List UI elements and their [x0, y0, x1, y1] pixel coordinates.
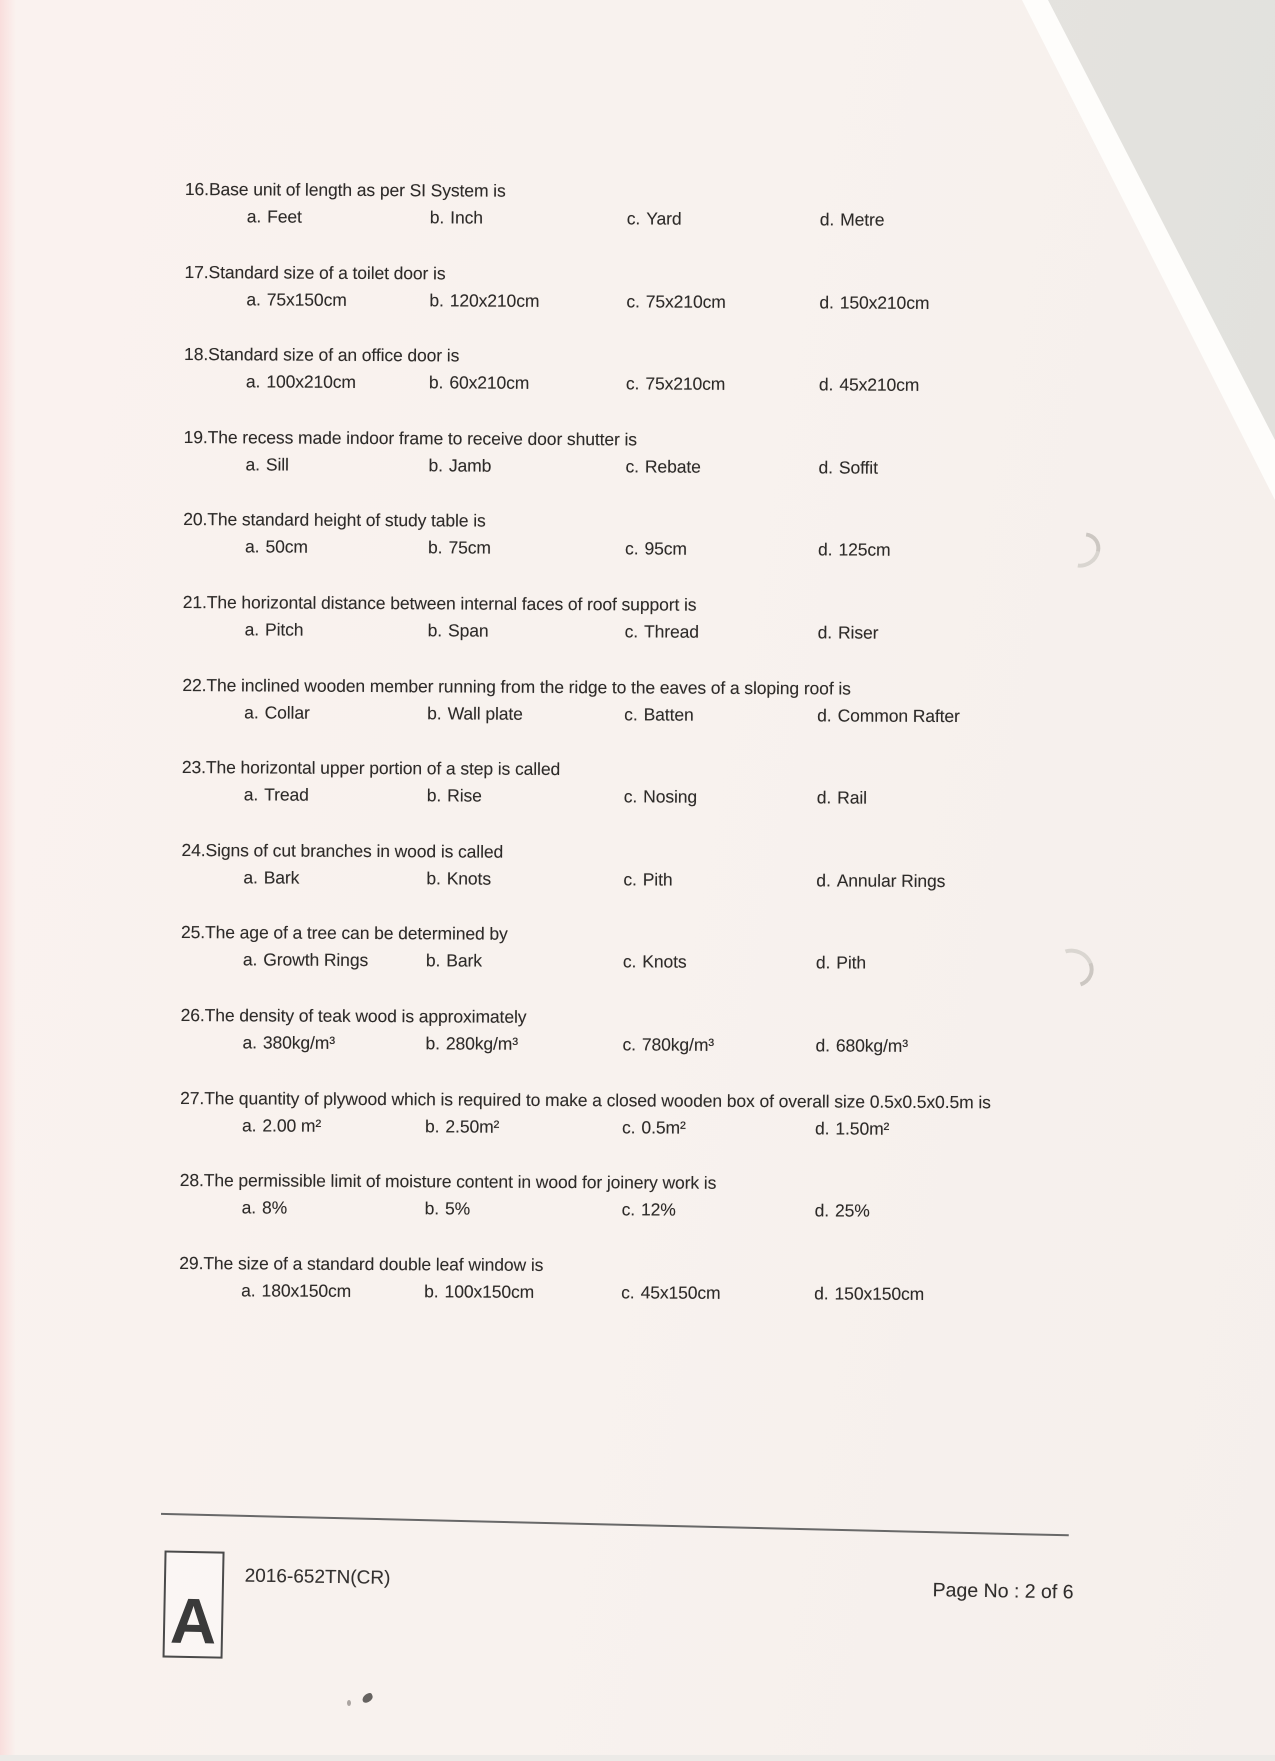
question-number: 22.: [182, 674, 207, 695]
option-a: [245, 454, 288, 475]
option-text: 25%: [834, 1200, 870, 1221]
option-label: c.: [625, 456, 639, 477]
option-d: [818, 622, 879, 643]
option-label: b.: [425, 950, 441, 971]
option-label: b.: [424, 1198, 440, 1219]
set-letter: A: [169, 1584, 218, 1658]
question-block: [182, 674, 1102, 731]
option-text: Inch: [450, 207, 483, 228]
question-text: Base unit of length as per SI System is: [208, 179, 506, 201]
option-d: [819, 375, 919, 397]
option-label: b.: [425, 1033, 440, 1054]
option-label: b.: [426, 868, 441, 889]
option-row: [182, 702, 1102, 731]
page-number: Page No : 2 of 6: [932, 1579, 1074, 1604]
option-d: [816, 870, 945, 892]
option-c: [623, 952, 687, 973]
option-text: 5%: [444, 1198, 471, 1219]
question-number: 19.: [183, 426, 208, 447]
question-number: 29.: [179, 1252, 204, 1273]
option-text: 150x150cm: [834, 1283, 925, 1304]
option-text: Feet: [267, 206, 302, 227]
option-label: c.: [625, 538, 639, 559]
option-b: [428, 538, 491, 559]
option-c: [626, 374, 725, 396]
option-text: Knots: [446, 868, 492, 889]
option-row: [184, 289, 1104, 318]
question-block: [184, 343, 1104, 400]
option-text: 680kg/m³: [835, 1035, 909, 1056]
option-label: c.: [621, 1116, 636, 1137]
option-label: a.: [241, 1197, 257, 1218]
option-row: [183, 454, 1103, 483]
option-a: [246, 372, 356, 394]
option-label: b.: [424, 1281, 439, 1302]
question-line: [183, 508, 1103, 535]
option-text: Growth Rings: [263, 949, 369, 971]
option-b: [429, 372, 529, 394]
option-c: [625, 621, 699, 642]
option-d: [814, 1283, 924, 1305]
question-number: 23.: [181, 757, 207, 778]
question-number: 21.: [182, 592, 207, 613]
option-label: d.: [815, 1035, 830, 1056]
option-text: Sill: [265, 454, 289, 475]
question-number: 16.: [184, 179, 210, 200]
option-d: [817, 705, 960, 727]
footer-divider: [161, 1513, 1069, 1536]
option-text: 60x210cm: [449, 372, 530, 394]
question-block: [180, 1087, 1100, 1144]
option-label: c.: [623, 786, 638, 807]
option-text: 50cm: [265, 536, 308, 558]
option-a: [243, 950, 368, 972]
option-label: b.: [429, 207, 445, 228]
option-text: Nosing: [643, 786, 698, 807]
option-row: [184, 371, 1104, 400]
option-label: d.: [817, 622, 833, 643]
option-b: [425, 1198, 471, 1219]
option-text: Bark: [263, 867, 300, 888]
option-text: 100x210cm: [266, 371, 356, 393]
question-text: Standard size of an office door is: [208, 344, 460, 366]
option-text: Jamb: [448, 455, 492, 476]
option-label: b.: [428, 537, 443, 558]
option-text: Batten: [643, 704, 694, 725]
option-label: d.: [818, 539, 833, 560]
option-text: 45x210cm: [839, 374, 920, 396]
question-line: [179, 1252, 1099, 1279]
ink-speck: [347, 1700, 351, 1706]
option-row: [185, 206, 1105, 235]
question-text: The size of a standard double leaf window is: [203, 1252, 544, 1275]
option-a: [242, 1032, 335, 1053]
option-b: [427, 785, 482, 806]
option-row: [180, 1032, 1100, 1061]
question-block: [179, 1252, 1099, 1309]
question-text: The permissible limit of moisture content in wood for joinery work is: [203, 1170, 717, 1194]
option-text: 75x150cm: [266, 289, 347, 310]
option-text: 8%: [261, 1197, 288, 1218]
option-label: c.: [622, 951, 637, 972]
option-label: c.: [621, 1282, 635, 1303]
option-row: [182, 784, 1102, 813]
option-d: [818, 540, 891, 561]
option-text: Tread: [264, 784, 309, 805]
option-text: 75cm: [448, 537, 491, 559]
question-text: Standard size of a toilet door is: [208, 261, 446, 283]
paper-code: 2016-652TN(CR): [244, 1565, 391, 1589]
question-line: [184, 426, 1104, 453]
question-text: The age of a tree can be determined by: [205, 922, 508, 945]
question-line: [184, 343, 1104, 370]
option-a: [244, 785, 309, 806]
option-text: Common Rafter: [837, 705, 960, 726]
option-label: a.: [242, 1114, 257, 1136]
option-text: 150x210cm: [839, 292, 930, 313]
question-number: 18.: [184, 344, 209, 365]
option-text: 0.5m²: [641, 1117, 686, 1138]
question-text: The density of teak wood is approximately: [204, 1005, 527, 1027]
option-a: [247, 206, 302, 227]
option-text: 780kg/m³: [641, 1034, 715, 1055]
option-text: 180x150cm: [261, 1280, 352, 1301]
option-c: [627, 208, 682, 229]
option-label: d.: [816, 787, 832, 808]
option-label: b.: [428, 455, 443, 476]
option-text: Soffit: [838, 457, 878, 478]
option-label: b.: [429, 289, 444, 310]
option-d: [817, 788, 867, 809]
option-c: [622, 1200, 676, 1221]
option-text: 45x150cm: [640, 1282, 721, 1303]
option-text: Pith: [836, 952, 867, 973]
option-text: Annular Rings: [836, 870, 946, 891]
question-line: [180, 1087, 1100, 1114]
option-text: 1.50m²: [835, 1118, 890, 1139]
question-text: Signs of cut branches in wood is called: [205, 839, 504, 862]
question-block: [181, 921, 1101, 978]
option-text: Bark: [446, 950, 482, 971]
question-line: [181, 1004, 1101, 1031]
option-text: 100x150cm: [444, 1281, 535, 1302]
option-b: [426, 868, 491, 889]
option-d: [815, 1201, 870, 1222]
option-label: b.: [428, 372, 444, 393]
option-d: [820, 209, 885, 230]
option-label: d.: [818, 374, 834, 395]
option-text: 380kg/m³: [262, 1032, 336, 1053]
option-label: a.: [244, 619, 260, 640]
option-c: [625, 456, 700, 477]
question-number: 17.: [184, 261, 209, 282]
option-b: [426, 951, 482, 972]
option-label: c.: [621, 1199, 636, 1220]
option-a: [243, 867, 299, 888]
option-b: [428, 620, 489, 641]
question-line: [182, 756, 1102, 783]
option-b: [427, 703, 523, 725]
option-a: [242, 1198, 288, 1219]
question-block: [181, 839, 1101, 896]
option-label: b.: [427, 702, 442, 723]
question-number: 20.: [183, 509, 208, 530]
option-text: Metre: [840, 209, 885, 230]
question-number: 28.: [179, 1170, 204, 1191]
option-row: [181, 867, 1101, 896]
option-label: b.: [424, 1115, 440, 1136]
option-c: [624, 704, 694, 725]
option-label: d.: [814, 1200, 830, 1221]
option-text: Knots: [642, 951, 687, 973]
option-b: [425, 1033, 518, 1054]
option-row: [183, 536, 1103, 565]
option-b: [424, 1281, 534, 1303]
option-row: [181, 949, 1101, 978]
option-row: [180, 1115, 1100, 1144]
question-block: [180, 1004, 1100, 1061]
question-number: 26.: [180, 1005, 205, 1026]
option-c: [622, 1034, 714, 1055]
option-label: a.: [244, 701, 259, 723]
option-c: [624, 787, 697, 808]
option-text: Riser: [837, 622, 879, 643]
option-label: c.: [625, 373, 640, 394]
option-label: c.: [624, 621, 639, 642]
option-row: [180, 1197, 1100, 1226]
question-number: 24.: [181, 839, 206, 860]
option-text: 120x210cm: [449, 290, 540, 311]
option-c: [621, 1282, 720, 1304]
question-text: The horizontal upper portion of a step is called: [205, 757, 561, 780]
option-label: a.: [243, 784, 259, 805]
option-text: Pitch: [265, 619, 304, 640]
set-letter-box: [163, 1551, 225, 1659]
option-row: [183, 619, 1103, 648]
question-text: The standard height of study table is: [207, 509, 486, 531]
option-text: 2.00 m²: [262, 1115, 322, 1136]
option-label: b.: [426, 785, 442, 806]
option-d: [816, 953, 866, 974]
question-line: [185, 178, 1105, 205]
option-a: [245, 537, 308, 558]
option-text: 12%: [640, 1199, 676, 1220]
question-block: [183, 591, 1103, 648]
question-line: [181, 839, 1101, 866]
option-label: d.: [814, 1283, 829, 1304]
option-label: a.: [241, 1280, 256, 1301]
question-block: [184, 261, 1104, 318]
option-a: [244, 702, 310, 723]
question-text: The quantity of plywood which is required to make a closed wooden box of overall size 0.5x0.5x0.5m is: [204, 1087, 991, 1112]
option-b: [425, 1116, 499, 1137]
option-text: 125cm: [838, 539, 891, 561]
option-b: [429, 290, 539, 312]
option-a: [246, 289, 346, 311]
option-text: Span: [447, 620, 489, 641]
question-number: 25.: [181, 922, 206, 943]
option-d: [815, 1118, 889, 1139]
option-text: 75x210cm: [645, 373, 726, 395]
question-line: [181, 921, 1101, 948]
option-text: Collar: [264, 702, 310, 723]
option-text: 95cm: [644, 538, 687, 560]
option-label: a.: [246, 288, 261, 310]
option-label: d.: [817, 704, 832, 726]
question-line: [180, 1169, 1100, 1196]
option-a: [241, 1280, 351, 1302]
option-label: a.: [242, 949, 258, 970]
option-c: [626, 291, 725, 313]
option-label: c.: [623, 869, 637, 890]
option-c: [623, 869, 672, 890]
option-label: d.: [814, 1117, 830, 1139]
option-text: Pith: [642, 869, 673, 890]
option-label: a.: [242, 1032, 257, 1053]
option-d: [819, 292, 929, 314]
option-label: a.: [245, 536, 260, 557]
question-number: 27.: [180, 1087, 205, 1108]
option-text: Rise: [447, 785, 482, 806]
option-label: a.: [246, 206, 262, 227]
question-line: [184, 261, 1104, 288]
option-label: c.: [626, 290, 640, 312]
option-text: 2.50m²: [445, 1115, 500, 1137]
option-text: Thread: [644, 621, 699, 642]
option-label: a.: [245, 454, 260, 475]
option-text: Rail: [837, 787, 867, 808]
option-label: b.: [427, 620, 443, 641]
option-label: d.: [818, 457, 833, 478]
question-block: [183, 508, 1103, 565]
option-label: c.: [622, 1034, 636, 1055]
option-label: d.: [815, 952, 831, 973]
option-label: a.: [245, 371, 261, 392]
question-text: The recess made indoor frame to receive door shutter is: [207, 426, 638, 450]
option-text: 75x210cm: [645, 291, 726, 312]
option-a: [242, 1115, 321, 1136]
option-a: [245, 619, 304, 640]
option-text: Yard: [646, 208, 682, 229]
question-line: [182, 674, 1102, 701]
option-label: d.: [816, 870, 831, 891]
option-b: [428, 455, 491, 476]
question-text: The horizontal distance between internal faces of roof support is: [206, 592, 697, 615]
option-text: 280kg/m³: [445, 1033, 519, 1054]
question-text: The inclined wooden member running from the ridge to the eaves of a sloping roof is: [206, 674, 851, 699]
question-line: [183, 591, 1103, 618]
option-row: [179, 1280, 1099, 1309]
question-block: [182, 756, 1102, 813]
option-c: [622, 1117, 686, 1138]
question-block: [185, 178, 1105, 235]
question-block: [180, 1169, 1100, 1226]
option-text: Rebate: [644, 456, 701, 477]
option-label: c.: [624, 703, 638, 724]
option-b: [430, 207, 483, 228]
option-c: [625, 539, 687, 560]
option-label: c.: [626, 208, 641, 229]
question-block: [183, 426, 1103, 483]
option-label: a.: [243, 867, 258, 888]
option-d: [815, 1035, 908, 1056]
option-label: d.: [819, 209, 835, 230]
option-d: [818, 457, 877, 478]
option-text: Wall plate: [447, 703, 523, 724]
option-label: d.: [819, 291, 834, 313]
